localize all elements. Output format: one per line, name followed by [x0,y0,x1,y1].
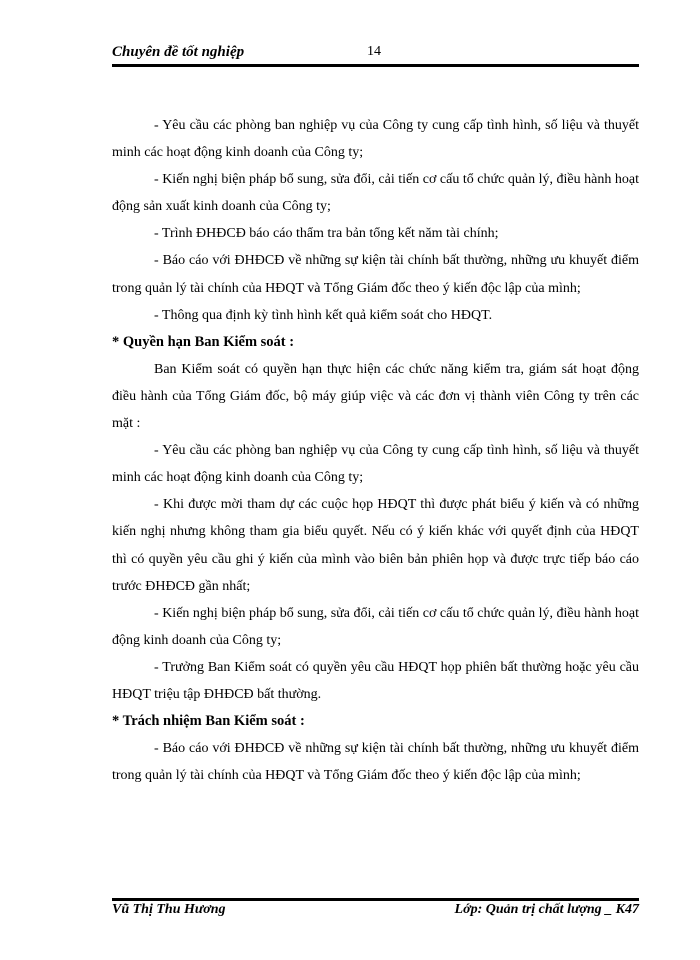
paragraph: - Báo cáo với ĐHĐCĐ về những sự kiện tài chính bất thường, những ưu khuyết điểm trong quản lý tài chính của HĐQT và Tổng Giám đốc theo ý kiến độc lập của mình; [112,741,639,784]
page-footer [112,900,639,922]
class-info: Lớp: Quản trị chất lượng _ K47 [454,902,639,917]
paragraph: - Kiến nghị biện pháp bổ sung, sửa đổi, cải tiến cơ cấu tổ chức quản lý, điều hành hoạt động sản xuất kinh doanh của Công ty; [112,172,639,215]
paragraph: - Trưởng Ban Kiểm soát có quyền yêu cầu HĐQT họp phiên bất thường hoặc yêu cầu HĐQT triệu tập ĐHĐCĐ bất thường. [112,659,639,702]
paragraph: Ban Kiểm soát có quyền hạn thực hiện các chức năng kiểm tra, giám sát hoạt động điều hành của Tổng Giám đốc, bộ máy giúp việc và các đơn vị thành viên Công ty trên các mặt : [112,361,639,432]
header-rule [112,64,639,67]
page-header [112,40,639,66]
author-name: Vũ Thị Thu Hương [112,902,226,917]
paragraph: - Yêu cầu các phòng ban nghiệp vụ của Công ty cung cấp tình hình, số liệu và thuyết minh các hoạt động kinh doanh của Công ty; [112,443,639,486]
paragraph: - Thông qua định kỳ tình hình kết quả kiểm soát cho HĐQT. [154,307,493,323]
page-number: 14 [367,44,381,59]
section-heading: * Trách nhiệm Ban Kiểm soát : [112,713,305,730]
paragraph: - Trình ĐHĐCĐ báo cáo thẩm tra bản tổng kết năm tài chính; [154,226,499,242]
paragraph: - Báo cáo với ĐHĐCĐ về những sự kiện tài chính bất thường, những ưu khuyết điểm trong quản lý tài chính của HĐQT và Tổng Giám đốc theo ý kiến độc lập của mình; [112,253,639,296]
document-body [112,112,639,789]
paragraph: - Yêu cầu các phòng ban nghiệp vụ của Công ty cung cấp tình hình, số liệu và thuyết minh các hoạt động kinh doanh của Công ty; [112,118,639,161]
paragraph: - Kiến nghị biện pháp bổ sung, sửa đổi, cải tiến cơ cấu tổ chức quản lý, điều hành hoạt động kinh doanh của Công ty; [112,605,639,648]
paragraph: - Khi được mời tham dự các cuộc họp HĐQT thì được phát biểu ý kiến và có những kiến nghị nhưng không tham gia biểu quyết. Nếu có ý kiến khác với quyết định của HĐQT thì có quyền yêu cầu ghi ý kiến của mình vào biên bản phiên họp và được trực tiếp báo cáo trước ĐHĐCĐ gần nhất; [112,497,639,594]
section-heading: * Quyền hạn Ban Kiểm soát : [112,333,295,350]
document-title: Chuyên đề tốt nghiệp [112,44,245,60]
